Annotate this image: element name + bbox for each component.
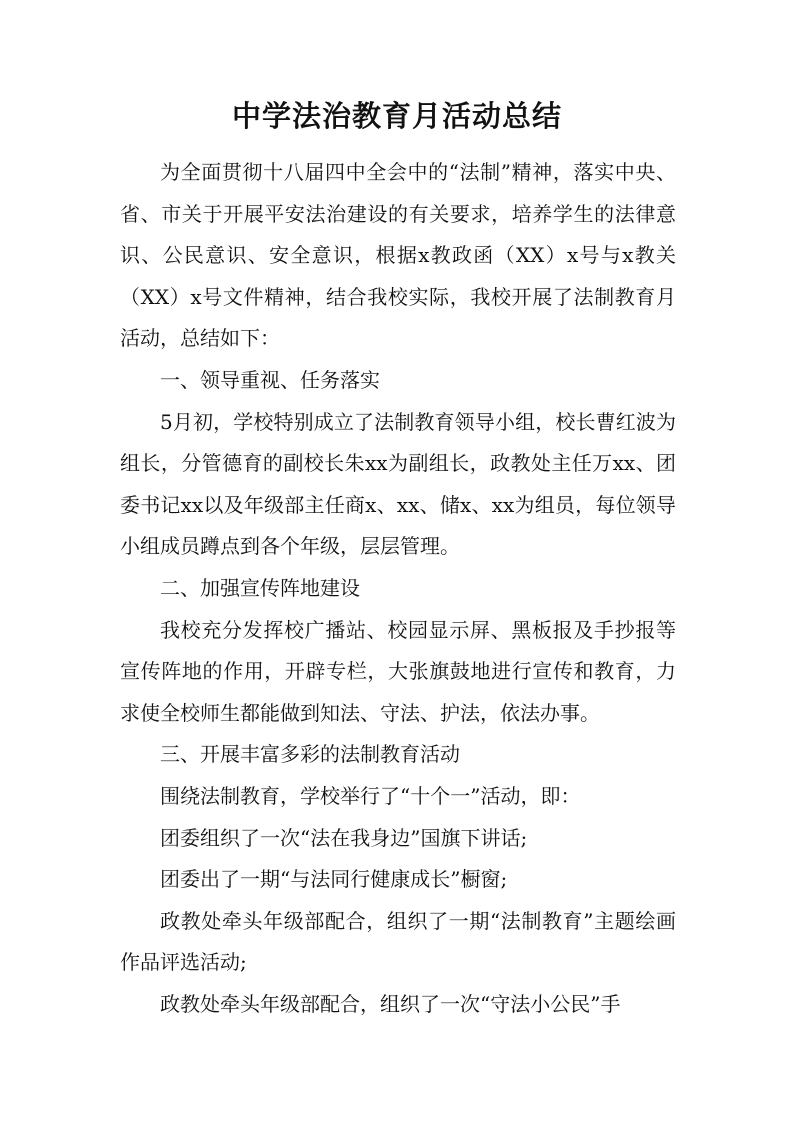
section-heading-3: 三、开展丰富多彩的法制教育活动 (160, 742, 460, 767)
paragraph-activities-intro: 围绕法制教育，学校举行了“十个一”活动，即： (160, 783, 581, 808)
paragraph-intro: 为全面贯彻十八届四中全会中的“法制”精神，落实中央、省、市关于开展平安法治建设的有关要求，培养学生的法律意识、公民意识、安全意识，根据x教政函（XX）x号与x教关（XX）x号文件精神，结合我校实际，我校开展了法制教育月活动，总结如下： (120, 160, 676, 351)
paragraph-activity-1: 团委组织了一次“法在我身边”国旗下讲话; (160, 825, 528, 850)
document-title: 中学法治教育月活动总结 (231, 99, 562, 133)
section-heading-1: 一、领导重视、任务落实 (160, 367, 380, 392)
section-heading-2: 二、加强宣传阵地建设 (160, 575, 360, 600)
paragraph-leadership: 5月初，学校特别成立了法制教育领导小组，校长曹红波为组长，分管德育的副校长朱xx为副组长，政教处主任万xx、团委书记xx以及年级部主任商x、xx、储x、xx为组员，每位领导小组成员蹲点到各个年级，层层管理。 (120, 409, 676, 559)
paragraph-activity-2: 团委出了一期“与法同行健康成长”橱窗; (160, 867, 508, 892)
paragraph-activity-3: 政教处牵头年级部配合，组织了一期“法制教育”主题绘画作品评选活动; (120, 908, 676, 975)
paragraph-activity-4: 政教处牵头年级部配合，组织了一次“守法小公民”手 (160, 991, 621, 1016)
document-body (120, 152, 676, 1025)
paragraph-publicity: 我校充分发挥校广播站、校园显示屏、黑板报及手抄报等宣传阵地的作用，开辟专栏，大张旗鼓地进行宣传和教育，力求使全校师生都能做到知法、守法、护法，依法办事。 (120, 617, 676, 725)
